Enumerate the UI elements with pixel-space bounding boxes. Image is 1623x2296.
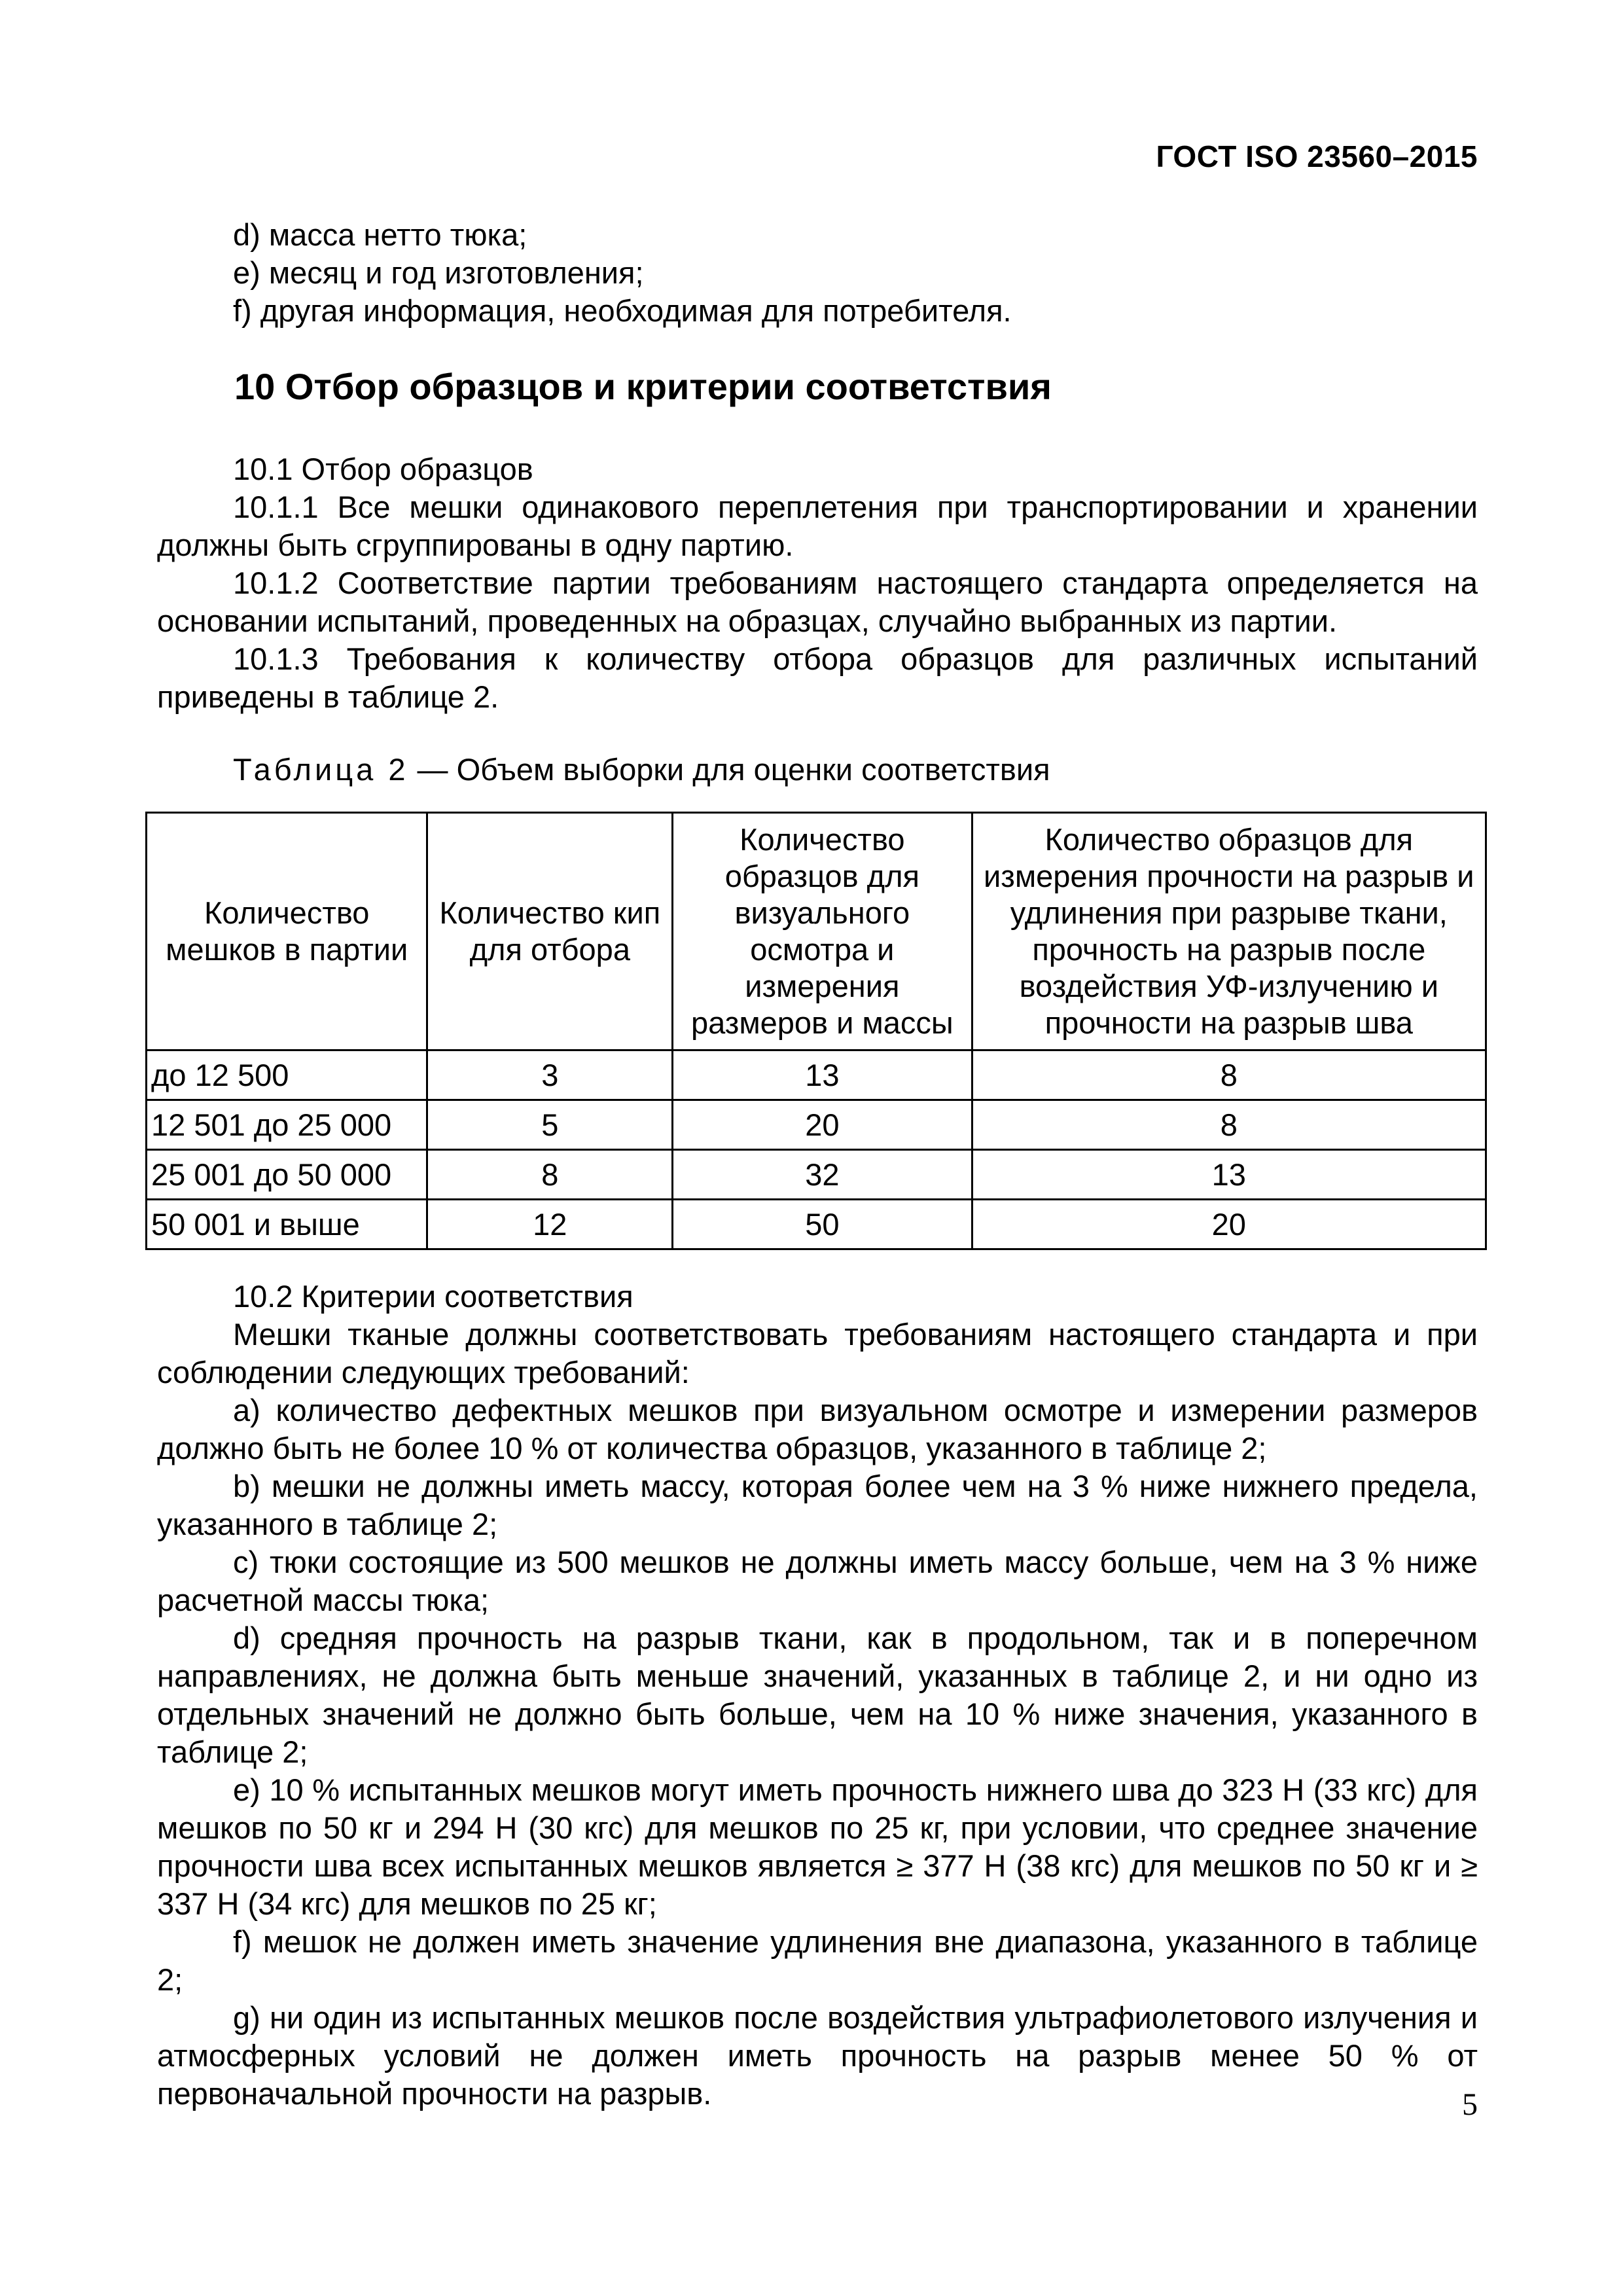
table-cell: 50 xyxy=(673,1200,972,1249)
paragraph-10-1-2: 10.1.2 Соответствие партии требованиям настоящего стандарта определяется на основании испытаний, проведенных на образцах, случайно выбранных из партии. xyxy=(157,565,1478,638)
criteria-item-a: a) количество дефектных мешков при визуальном осмотре и измерении размеров должно быть не более 10 % от количества образцов, указанного в таблице 2; xyxy=(157,1393,1478,1465)
criteria-item-c: c) тюки состоящие из 500 мешков не должны иметь массу больше, чем на 3 % ниже расчетной массы тюка; xyxy=(157,1545,1478,1617)
document-id: ГОСТ ISO 23560–2015 xyxy=(1156,139,1478,173)
section-10-1 xyxy=(157,450,1478,716)
table-cell: 3 xyxy=(427,1050,673,1100)
table-header-cell: Количество образцов для визуального осмотра и измерения размеров и массы xyxy=(673,813,972,1050)
table-cell: 8 xyxy=(427,1150,673,1200)
section-10-2 xyxy=(157,1278,1478,2113)
table-cell: 50 001 и выше xyxy=(147,1200,427,1249)
criteria-item-d: d) средняя прочность на разрыв ткани, как в продольном, так и в поперечном направлениях, не должна быть меньше значений, указанных в таблице 2, и ни одно из отдельных значений не должно быть больше, чем на 10 % ниже значения, указанного в таблице 2; xyxy=(157,1621,1478,1769)
table-cell: 8 xyxy=(972,1100,1486,1150)
subsection-title: 10.2 Критерии соответствия xyxy=(233,1279,633,1314)
paragraph-10-1-1: 10.1.1 Все мешки одинакового переплетения при транспортировании и хранении должны быть сгруппированы в одну партию. xyxy=(157,490,1478,562)
table-cell: 13 xyxy=(972,1150,1486,1200)
table-row xyxy=(147,1200,1486,1249)
subsection-title: 10.1 Отбор образцов xyxy=(233,452,533,486)
table-cell: 32 xyxy=(673,1150,972,1200)
table-cell: 25 001 до 50 000 xyxy=(147,1150,427,1200)
list-item-f: f) другая информация, необходимая для потребителя. xyxy=(233,293,1012,328)
criteria-item-g: g) ни один из испытанных мешков после воздействия ультрафиолетового излучения и атмосферных условий не должен иметь прочность на разрыв менее 50 % от первоначальной прочности на разрыв. xyxy=(157,2000,1478,2111)
table-cell: 13 xyxy=(673,1050,972,1100)
table-cell: 12 501 до 25 000 xyxy=(147,1100,427,1150)
table-cell: 8 xyxy=(972,1050,1486,1100)
table-row xyxy=(147,1150,1486,1200)
table-cell: 20 xyxy=(673,1100,972,1150)
criteria-item-e: e) 10 % испытанных мешков могут иметь прочность нижнего шва до 323 Н (33 кгс) для мешков по 50 кг и 294 Н (30 кгс) для мешков по 25 кг, при условии, что среднее значение прочности шва всех испытанных мешков является ≥ 377 Н (38 кгс) для мешков по 50 кг и ≥ 337 Н (34 кгс) для мешков по 25 кг; xyxy=(157,1772,1478,1921)
section-heading: 10 Отбор образцов и критерии соответствия xyxy=(234,366,1052,407)
table-header-cell: Количество образцов для измерения прочности на разрыв и удлинения при разрыве ткани, прочность на разрыв после воздействия УФ-излучению и прочности на разрыв шва xyxy=(972,813,1486,1050)
table-cell: 5 xyxy=(427,1100,673,1150)
table-header-cell: Количество мешков в партии xyxy=(147,813,427,1050)
list-item-e: e) месяц и год изготовления; xyxy=(233,255,644,290)
table-caption-text: — Объем выборки для оценки соответствия xyxy=(408,752,1050,787)
list-item-d: d) масса нетто тюка; xyxy=(233,217,527,252)
table-caption-label: Таблица 2 xyxy=(233,752,409,787)
table-caption xyxy=(233,751,1050,787)
page-number: 5 xyxy=(1462,2087,1478,2122)
table-row xyxy=(147,1100,1486,1150)
paragraph-10-1-3: 10.1.3 Требования к количеству отбора образцов для различных испытаний приведены в таблице 2. xyxy=(157,641,1478,714)
table-header-row xyxy=(147,813,1486,1050)
criteria-item-f: f) мешок не должен иметь значение удлинения вне диапазона, указанного в таблице 2; xyxy=(157,1924,1478,1997)
table-header-cell: Количество кип для отбора xyxy=(427,813,673,1050)
criteria-item-b: b) мешки не должны иметь массу, которая более чем на 3 % ниже нижнего предела, указанного в таблице 2; xyxy=(157,1469,1478,1541)
table-cell: 20 xyxy=(972,1200,1486,1249)
table-row xyxy=(147,1050,1486,1100)
list-top xyxy=(157,216,1478,330)
criteria-intro: Мешки тканые должны соответствовать требованиям настоящего стандарта и при соблюдении следующих требований: xyxy=(157,1317,1478,1390)
sampling-table xyxy=(145,812,1487,1250)
table-cell: до 12 500 xyxy=(147,1050,427,1100)
table-cell: 12 xyxy=(427,1200,673,1249)
